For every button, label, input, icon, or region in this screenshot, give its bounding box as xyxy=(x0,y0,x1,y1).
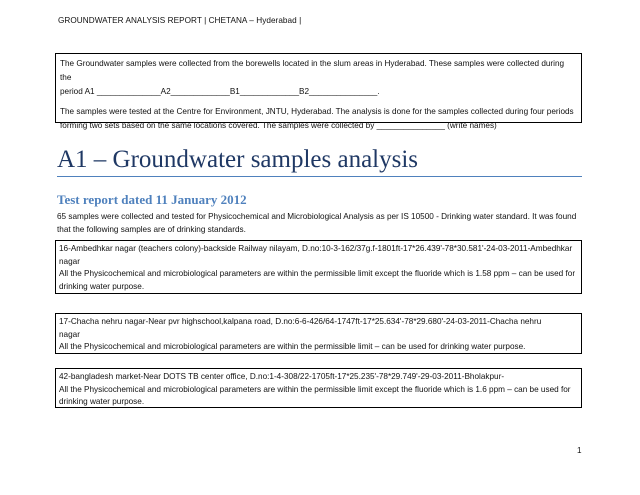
intro-line: The samples were tested at the Centre for Environment, JNTU, Hyderabad. The analysis is done for the samples collected during four periods xyxy=(60,107,574,116)
sample-box xyxy=(55,313,582,354)
intro-line: The Groundwater samples were collected from the borewells located in the slum areas in Hyderabad. These samples were collected during the xyxy=(60,59,565,82)
sample-line: All the Physicochemical and microbiological parameters are within the permissible limit except the fluoride which is 1.58 ppm – can be used for xyxy=(59,269,576,278)
sample-line: 17-Chacha nehru nagar-Near pvr highschool,kalpana road, D.no:6-6-426/64-1747ft-17*25.634'-78*29.680'-24-03-2011-Chacha nehru xyxy=(59,317,542,326)
sample-line: All the Physicochemical and microbiological parameters are within the permissible limit – can be used for drinking water purpose. xyxy=(59,342,526,351)
summary-line: 65 samples were collected and tested for Physicochemical and Microbiological Analysis as per IS 10500 - Drinking water standard. It was found xyxy=(57,212,577,221)
report-heading: Test report dated 11 January 2012 xyxy=(57,192,247,207)
page-header: GROUNDWATER ANALYSIS REPORT | CHETANA – Hyderabad | xyxy=(58,16,302,25)
intro-line: forming two sets based on the same locations covered. The samples were collected by _______________ (write names) xyxy=(60,121,497,130)
sample-line: drinking water purpose. xyxy=(59,281,145,291)
intro-box xyxy=(55,53,582,130)
page-title: A1 – Groundwater samples analysis xyxy=(57,146,419,173)
title-rule xyxy=(57,176,582,177)
sample-line: 42-bangladesh market-Near DOTS TB center office, D.no:1-4-308/22-1705ft-17*25.235'-78*29.749'-29-03-2011-Bholakpur- xyxy=(59,372,505,381)
sample-line: All the Physicochemical and microbiological parameters are within the permissible limit except the fluoride which is 1.6 ppm – can be used for xyxy=(59,384,571,394)
sample-box xyxy=(55,368,582,408)
page-number: 1 xyxy=(577,446,582,455)
report-summary xyxy=(57,210,582,236)
intro-line: period A1 ______________A2_____________B1_____________B2_______________. xyxy=(60,87,380,96)
sample-line: nagar xyxy=(59,329,80,339)
sample-line: nagar xyxy=(59,256,80,266)
sample-line: 16-Ambedhkar nagar (teachers colony)-backside Railway nilayam, D.no:10-3-162/37g.f-1801ft-17*26.439'-78*30.581'-24-03-2011-Ambedhkar xyxy=(59,244,573,253)
sample-box xyxy=(55,240,582,294)
sample-line: drinking water purpose. xyxy=(59,397,145,406)
summary-line: that the following samples are of drinking standards. xyxy=(57,225,246,234)
